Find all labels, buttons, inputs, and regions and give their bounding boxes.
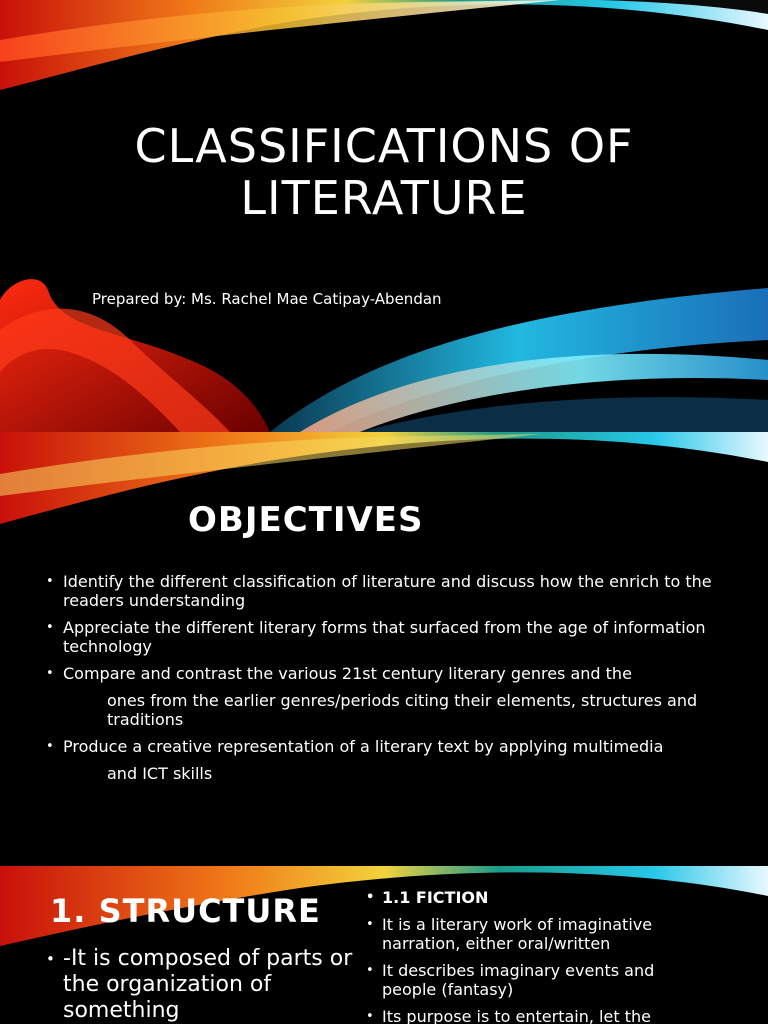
objective-continuation: ones from the earlier genres/periods citing their elements, structures and traditions [107,691,698,729]
objective-item [46,737,736,783]
structure-slide [0,866,768,1024]
fiction-item: • It describes imaginary events and people (fantasy) [366,961,706,999]
structure-title: 1. STRUCTURE [50,892,321,930]
objective-item [46,572,736,610]
objective-continuation: and ICT skills [107,764,213,783]
objective-text: Compare and contrast the various 21st century literary genres and the [63,664,632,683]
slide-title-line2: LITERATURE [240,171,528,225]
structure-definition: • -It is composed of parts or the organization of something [46,946,373,1024]
title-slide [0,0,768,432]
slide-title-line1: CLASSIFICATIONS OF [134,119,634,173]
objectives-slide [0,432,768,866]
objectives-title: OBJECTIVES [188,500,424,540]
presenter-subtitle: Prepared by: Ms. Rachel Mae Catipay-Abendan [92,290,442,308]
objective-text: Identify the different classification of literature and discuss how the enrich to the readers understanding [63,572,712,610]
fiction-item: • Its purpose is to entertain, let the [366,1007,706,1024]
fiction-list [366,888,706,1024]
objective-item [46,664,736,729]
objective-text: Produce a creative representation of a literary text by applying multimedia [63,737,664,756]
objectives-list [46,572,736,791]
objective-item [46,618,736,656]
fiction-item: • It is a literary work of imaginative narration, either oral/written [366,915,706,953]
objective-text: Appreciate the different literary forms that surfaced from the age of information technology [63,618,706,656]
fiction-heading: • 1.1 FICTION [366,888,706,907]
